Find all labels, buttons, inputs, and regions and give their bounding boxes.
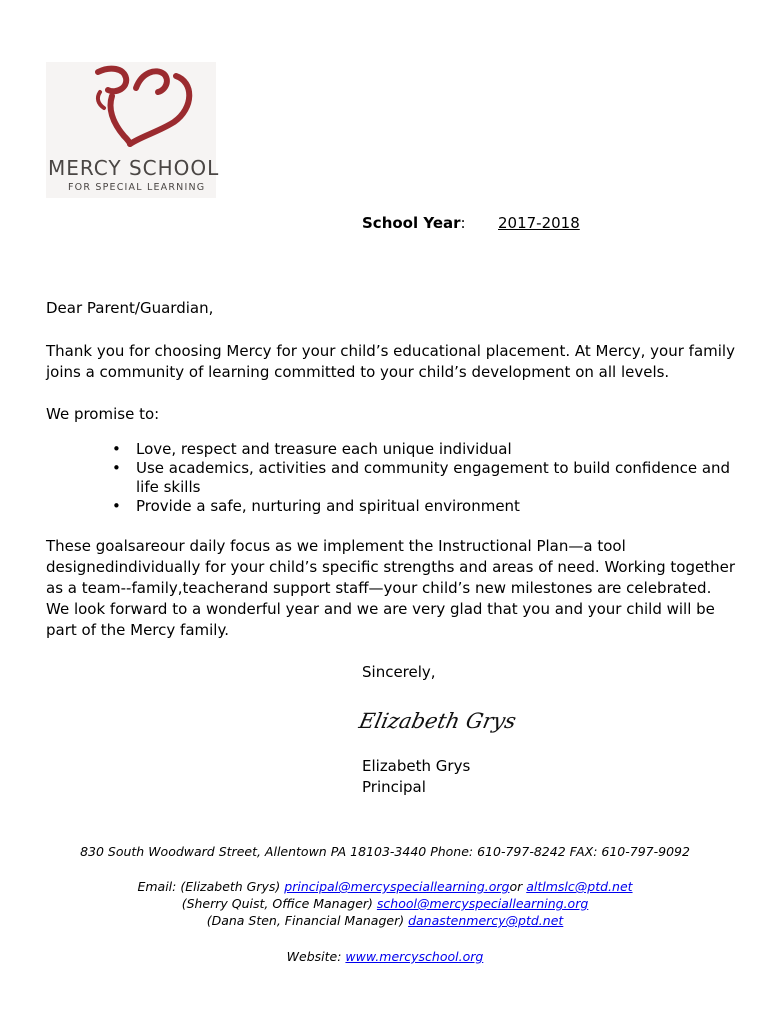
footer-address: 830 South Woodward Street, Allentown PA 18103-3440 Phone: 610-797-8242 FAX: 610-797-9092 — [80, 844, 690, 859]
school-year-label: School Year — [362, 214, 461, 232]
website-link[interactable]: www.mercyschool.org — [345, 949, 484, 964]
closing: Sincerely, — [362, 663, 436, 681]
list-item: • Use academics, activities and community engagement to build confidence and life skills — [112, 459, 731, 496]
footer-email-line — [0, 878, 770, 895]
list-item: • Love, respect and treasure each unique individual — [112, 440, 512, 458]
promise-text: Use academics, activities and community engagement to build confidence and life skills — [136, 459, 731, 496]
promise-text: Provide a safe, nurturing and spiritual environment — [136, 497, 520, 515]
signature-text: Elizabeth Grys — [356, 709, 519, 734]
heart-logo-icon — [90, 64, 198, 148]
footer-website-line — [0, 948, 770, 965]
promise-text: Love, respect and treasure each unique individual — [136, 440, 512, 458]
signature-image — [356, 700, 519, 740]
footer-email-prefix: Email: (Elizabeth Grys) — [137, 879, 285, 894]
signer-name: Elizabeth Grys — [362, 757, 471, 775]
school-logo — [46, 62, 220, 198]
finance-email-link[interactable]: danastenmercy@ptd.net — [408, 913, 564, 928]
footer-website-prefix: Website: — [286, 949, 346, 964]
goals-paragraph: These goalsareour daily focus as we implement the Instructional Plan—a tool designedindividually for your child’s specific strengths and areas of need. Working together as a team--family,teacherand support staff—your child’s new milestones are celebrated. We look forward to a wonderful year and we are very glad that you and your child will be part of the Mercy family. — [46, 537, 735, 639]
promise-intro: We promise to: — [46, 405, 160, 423]
footer-finance-prefix: (Dana Sten, Financial Manager) — [206, 913, 409, 928]
logo-school-name: MERCY SCHOOL — [48, 156, 220, 180]
footer-office-prefix: (Sherry Quist, Office Manager) — [181, 896, 377, 911]
promise-list — [46, 440, 736, 516]
alt-email-link[interactable]: altlmslc@ptd.net — [526, 879, 633, 894]
school-year: School Year: 2017-2018 — [362, 214, 580, 232]
footer-finance-line — [0, 912, 770, 929]
office-email-link[interactable]: school@mercyspeciallearning.org — [376, 896, 589, 911]
salutation: Dear Parent/Guardian, — [46, 299, 214, 317]
footer-email-or: or — [509, 879, 527, 894]
intro-paragraph: Thank you for choosing Mercy for your child’s educational placement. At Mercy, your family joins a community of learning committed to your child’s development on all levels. — [46, 342, 735, 381]
principal-email-link[interactable]: principal@mercyspeciallearning.org — [284, 879, 510, 894]
signer-title: Principal — [362, 778, 426, 796]
list-item: • Provide a safe, nurturing and spiritual environment — [112, 497, 520, 515]
logo-subtitle: FOR SPECIAL LEARNING — [68, 182, 206, 193]
school-year-value: 2017-2018 — [498, 214, 580, 232]
footer-office-line — [0, 895, 770, 912]
